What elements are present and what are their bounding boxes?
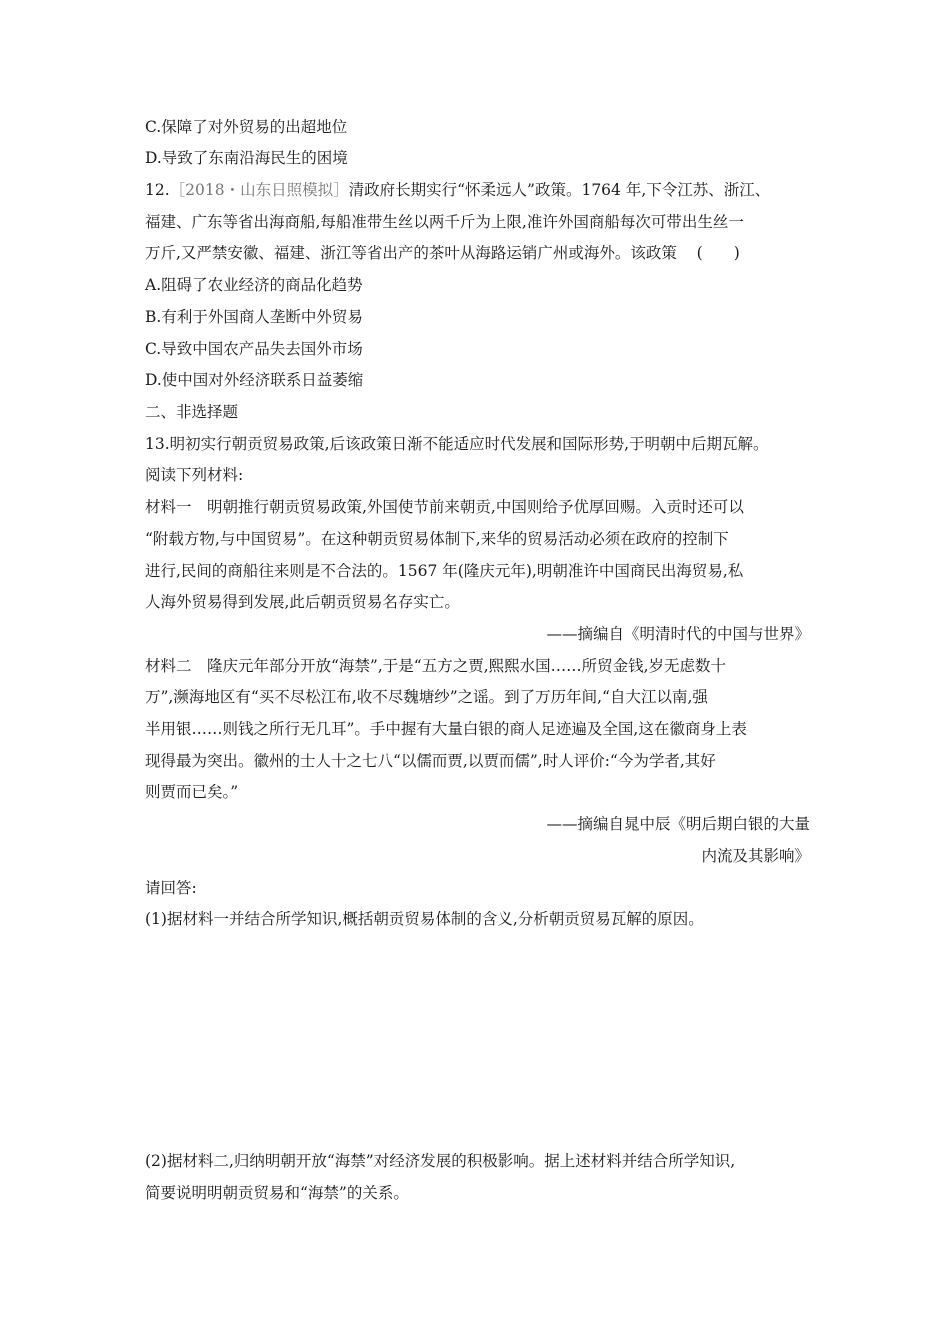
q12-option-a: A.阻碍了农业经济的商品化趋势 xyxy=(145,276,363,294)
q12-source-tag: ［2018・山东日照模拟］ xyxy=(169,181,349,199)
material2-line1: 材料二 隆庆元年部分开放“海禁”,于是“五方之贾,熙熙水国……所贸金钱,岁无虑数十 xyxy=(145,657,727,675)
section-title: 二、非选择题 xyxy=(145,403,239,421)
material2-source-line2: 内流及其影响》 xyxy=(701,847,810,865)
q12-option-b: B.有利于外国商人垄断中外贸易 xyxy=(145,308,363,326)
material1-line1: 材料一 明朝推行朝贡贸易政策,外国使节前来朝贡,中国则给予优厚回赐。入贡时还可以 xyxy=(145,498,744,516)
q12-option-c: C.导致中国农产品失去国外市场 xyxy=(145,340,363,358)
q13-subquestion-2-line2: 简要说明明朝贡贸易和“海禁”的关系。 xyxy=(145,1184,409,1202)
material1-line2: “附载方物,与中国贸易”。在这种朝贡贸易体制下,来华的贸易活动必须在政府的控制下 xyxy=(145,530,729,548)
material2-source-line1: ——摘编自晁中辰《明后期白银的大量 xyxy=(546,815,810,833)
material1-line4: 人海外贸易得到发展,此后朝贡贸易名存实亡。 xyxy=(145,593,460,611)
material2-line2: 万”,濒海地区有“买不尽松江布,收不尽魏塘纱”之谣。到了万历年间,“自大江以南,强 xyxy=(145,688,708,706)
material2-line5: 则贾而已矣。” xyxy=(145,783,239,801)
q12-answer-paren: ( ) xyxy=(696,244,740,262)
material2-line4: 现得最为突出。徽州的士人十之七八“以儒而贾,以贾而儒”,时人评价:“今为学者,其好 xyxy=(145,752,716,770)
q12-number: 12. xyxy=(145,181,170,199)
material1-source: ——摘编自《明清时代的中国与世界》 xyxy=(546,625,810,643)
q12-option-d: D.使中国对外经济联系日益萎缩 xyxy=(145,371,364,389)
q13-subquestion-1: (1)据材料一并结合所学知识,概括朝贡贸易体制的含义,分析朝贡贸易瓦解的原因。 xyxy=(145,910,704,928)
q12-stem-text: 万斤,又严禁安徽、福建、浙江等省出产的茶叶从海路运销广州或海外。该政策 xyxy=(145,244,677,262)
q13-intro-line1: 13.明初实行朝贡贸易政策,后该政策日渐不能适应时代发展和国际形势,于明朝中后期瓦解。 xyxy=(145,435,769,453)
q12-stem-line3 xyxy=(145,242,810,264)
q11-option-c: C.保障了对外贸易的出超地位 xyxy=(145,118,348,136)
q13-subquestion-2-line1: (2)据材料二,归纳明朝开放“海禁”对经济发展的积极影响。据上述材料并结合所学知识, xyxy=(145,1152,736,1170)
q11-option-d: D.导致了东南沿海民生的困境 xyxy=(145,149,348,167)
q12-stem-line2: 福建、广东等省出海商船,每船准带生丝以两千斤为上限,准许外国商船每次可带出生丝一 xyxy=(145,213,744,231)
q13-intro-line2: 阅读下列材料: xyxy=(145,466,244,484)
q13-prompt: 请回答: xyxy=(145,879,197,897)
material1-line3: 进行,民间的商船往来则是不合法的。1567 年(隆庆元年),明朝准许中国商民出海贸易,私 xyxy=(145,562,744,580)
q12-stem-line1 xyxy=(145,179,810,201)
q12-stem-text: 清政府长期实行“怀柔远人”政策。1764 年,下令江苏、浙江、 xyxy=(348,181,771,199)
material2-line3: 半用银……则钱之所行无几耳”。手中握有大量白银的商人足迹遍及全国,这在徽商身上表 xyxy=(145,720,747,738)
